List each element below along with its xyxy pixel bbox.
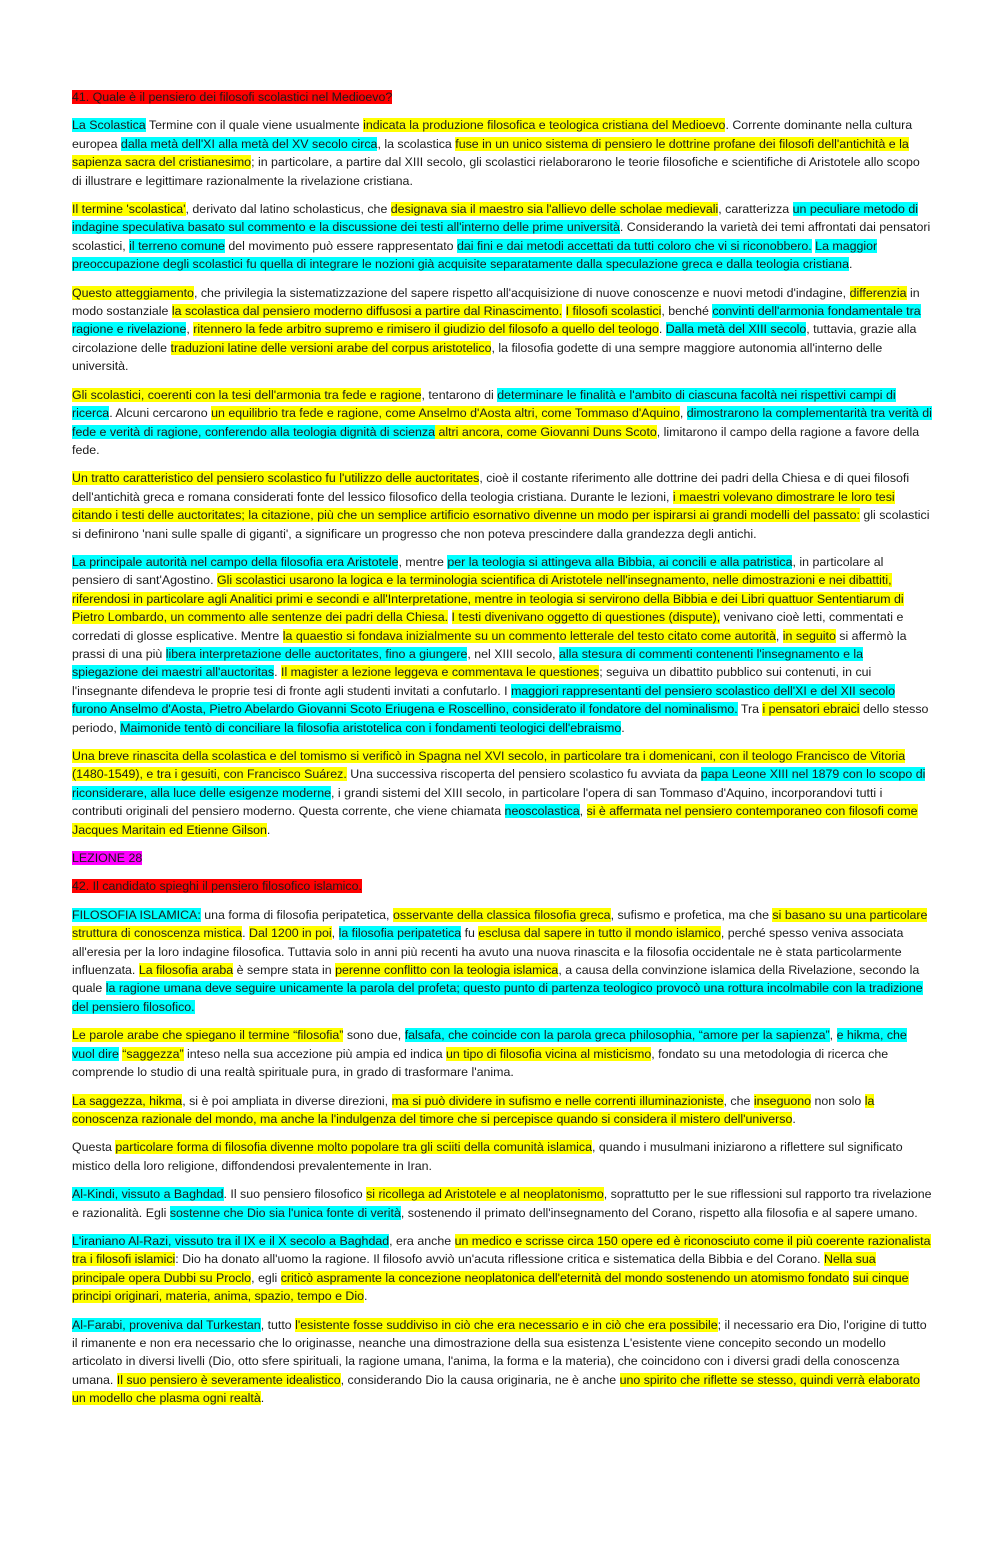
text-run: , fondato su una metodologia di ricerca che comprende lo studio di una realtà spirituale pura, in grado di trasformare l'anima. [72, 1046, 889, 1080]
text-run: , [829, 1028, 837, 1043]
text-run: non solo [811, 1093, 865, 1108]
highlighted-text: determinare le finalità e l'ambito di ciascuna facoltà nei rispettivi campi di ricerca [72, 387, 896, 421]
text-run: del movimento può essere rappresentato [228, 238, 458, 253]
text-run: , cioè il costante riferimento alle dottrine dei padri della Chiesa e di quei filosofi dell'antichità greca e romana considerati fonte del lessico filosofico della teologia cristiana. Durante le lezioni, [72, 471, 910, 504]
paragraph [72, 1138, 932, 1175]
text-run: , era anche [389, 1233, 455, 1248]
highlighted-text: neoscolastica [504, 804, 580, 819]
text-run: , [775, 628, 783, 643]
paragraph [72, 116, 932, 190]
text-run: , benché [661, 304, 713, 319]
highlighted-text: La filosofia araba [138, 963, 234, 978]
highlighted-text: i maestri volevano dimostrare le loro tesi citando i testi delle auctoritates; la citazione, più che un semplice artificio esornativo divenne un modo per ispirarsi ai grandi modelli del passato: [72, 489, 895, 523]
highlighted-text: il terreno comune [129, 238, 225, 253]
highlighted-text: maggiori rappresentanti del pensiero scolastico dell'XI e del XII secolo furono Anselmo d'Aosta, Pietro Abelardo Giovanni Scoto Eriugena e Roscellino, considerato il fondatore del nominalismo. [72, 683, 895, 717]
highlighted-text: un medico e scrisse circa 150 opere ed è riconosciuto come il più coerente razionalista tra i filosofi islamici [72, 1233, 931, 1267]
highlighted-text: alla stesura di commenti contenenti l'insegnamento e la spiegazione dei maestri all'auctoritas [72, 646, 864, 680]
text-run: Termine con il quale viene usualmente [148, 118, 364, 133]
text-run: , sufismo e profetica, ma che [610, 907, 773, 922]
text-run: . [792, 1111, 796, 1126]
highlighted-text: Le parole arabe che spiegano il termine “filosofia” [72, 1028, 344, 1043]
paragraph [72, 1316, 932, 1408]
highlighted-text: Gli scolastici, coerenti con la tesi dell'armonia tra fede e ragione [72, 387, 422, 402]
paragraph [72, 284, 932, 376]
highlighted-text: papa Leone XIII nel 1879 con lo scopo di riconsiderare, alla luce delle esigenze moderne [72, 767, 926, 800]
highlighted-text: Dalla metà del XIII secolo [665, 322, 807, 337]
paragraph [72, 1185, 932, 1222]
highlighted-text: Al-Kindi, vissuto a Baghdad [72, 1187, 224, 1202]
highlighted-text: si basano su una particolare struttura di conoscenza mistica [72, 907, 928, 941]
highlighted-text: La saggezza, hikma [72, 1093, 183, 1108]
highlighted-text: dalla metà dell'XI alla metà del XV secolo circa [120, 136, 378, 151]
highlighted-text: indicata la produzione filosofica e teologica cristiana del Medioevo [363, 118, 726, 133]
highlighted-text: Nella sua principale opera Dubbi su Proclo [72, 1252, 876, 1285]
highlighted-text: dai fini e dai metodi accettati da tutti coloro che vi si riconobbero. [457, 238, 812, 253]
highlighted-text: la scolastica dal pensiero moderno diffusosi a partire dal Rinascimento. [171, 304, 563, 319]
highlighted-text: sui cinque principi originari, materia, anima, spazio, tempo e Dio [72, 1270, 909, 1304]
text-run: , caratterizza [718, 202, 793, 217]
text-run: . [848, 257, 853, 272]
question-heading [72, 88, 932, 106]
paragraph [72, 386, 932, 460]
text-run: fu [461, 926, 479, 941]
text-run: , perché spesso veniva associata all'eresia per la loro indagine filosofica. Tuttavia solo in anni più recenti ha avuto una nuova rinascita e la filosofia occidentale ne è stata particolarmente influenzata. [72, 926, 904, 978]
text-run: sono due, [343, 1028, 405, 1043]
text-run: , derivato dal latino scholasticus, che [185, 202, 391, 217]
highlighted-text: libera interpretazione delle auctoritates, fino a giungere [165, 646, 468, 661]
highlighted-text: Dal 1200 in poi [249, 926, 332, 941]
paragraph [72, 553, 932, 737]
text-run: ; il necessario era Dio, l'origine di tutto il rimanente e non era necessario che lo originasse, neanche una dimostrazione della sua esistenza L'esistente viene concepito secondo un modello articolato in diversi livelli (Dio, otto sfere spirituali, la ragione umana, l'anima, la forma e la materia), che coincidono con i diversi gradi della conoscenza umana. [72, 1317, 927, 1387]
highlighted-text: criticò aspramente la concezione neoplatonica dell'eternità del mondo sostenendo un atomismo fondato [280, 1270, 850, 1285]
highlighted-text: differenzia [849, 285, 907, 300]
highlighted-text: un equilibrio tra fede e ragione, come Anselmo d'Aosta altri, come Tommaso d'Aquino [211, 406, 680, 421]
text-run: . [274, 665, 281, 680]
text-run: inteso nella sua accezione più ampia ed indica [183, 1046, 447, 1061]
highlighted-text: la filosofia peripatetica [338, 926, 462, 941]
highlighted-text: inseguono [753, 1093, 812, 1108]
text-run: , limitarono il campo della ragione a favore della fede. [72, 424, 920, 457]
text-run: una forma di filosofia peripatetica, [200, 907, 393, 922]
paragraph [72, 1232, 932, 1306]
text-run: . [260, 1391, 265, 1406]
highlighted-text: convinti dell'armonia fondamentale tra ragione e rivelazione [72, 304, 921, 337]
highlighted-text: ma si può dividere in sufismo e nelle correnti illuminazioniste [391, 1093, 724, 1108]
text-run: , nel XIII secolo, [467, 646, 559, 661]
text-run: , in particolare al pensiero di sant'Agostino. [72, 554, 884, 588]
text-run: venivano cioè letti, commentati e corredati di glosse esplicative. Mentre [72, 610, 904, 643]
text-run: dello stesso periodo, [72, 702, 929, 735]
text-run: , si è poi ampliata in diverse direzioni, [182, 1093, 392, 1108]
highlighted-text: per la teologia si attingeva alla Bibbia, ai concili e alla patristica [447, 554, 793, 569]
text-run: Tra [737, 702, 763, 717]
text-run: , la scolastica [377, 136, 456, 151]
text-run: . [242, 926, 249, 941]
highlighted-text: osservante della classica filosofia greca [392, 907, 611, 922]
highlighted-text: dimostrarono la complementarità tra verità di fede e verità di ragione, conferendo alla teologia dignità di scienza [72, 406, 932, 439]
highlighted-text: la ragione umana deve seguire unicamente la parola del profeta; questo punto di partenza teologico provocò una rottura incolmabile con la tradizione del pensiero filosofico. [72, 981, 923, 1014]
highlighted-text: un peculiare metodo di indagine speculativa basato sul commento e la discussione dei testi all'interno delle prime università [72, 202, 918, 235]
text-run: , [679, 406, 687, 421]
text-run: ; in particolare, a partire dal XIII secolo, gli scolastici rielaborarono le teorie filosofiche e scientifiche di Aristotele allo scopo di illustrare e legittimare razionalmente la rivelazione cristiana. [72, 155, 920, 188]
highlighted-text: in seguito [782, 628, 836, 643]
text-run: gli scolastici si definirono 'nani sulle spalle di giganti', a significare un progresso che non poteva prescindere dalla grandezza degli antichi. [72, 508, 930, 541]
highlighted-text: 42. Il candidato spieghi il pensiero filosofico islamico. [72, 879, 362, 894]
highlighted-text: sostenne che Dio sia l'unica fonte di verità [169, 1205, 401, 1220]
highlighted-text: uno spirito che riflette se stesso, quindi verrà elaborato un modello che plasma ogni realtà [72, 1372, 920, 1406]
text-run [448, 610, 451, 624]
highlighted-text: Al-Farabi, proveniva dal Turkestan [72, 1317, 261, 1332]
text-run: : Dio ha donato all'uomo la ragione. Il filosofo avviò un'acuta riflessione critica e sistematica della Bibbia e del Corano. [175, 1252, 824, 1267]
highlighted-text: LEZIONE 28 [72, 851, 143, 866]
highlighted-text: si ricollega ad Aristotele e al neoplatonismo [366, 1187, 604, 1202]
highlighted-text: La Scolastica [72, 118, 146, 133]
highlighted-text: si è affermata nel pensiero contemporaneo con filosofi come Jacques Maritain ed Etienne Gilson [72, 804, 918, 837]
text-run: in modo sostanziale [72, 285, 920, 319]
text-run: , i grandi sistemi del XIII secolo, in particolare l'opera di san Tommaso d'Aquino, incorporandovi tutti i contributi originali del pensiero moderno. Questa corrente, che viene chiamata [72, 785, 883, 819]
text-run: , mentre [398, 554, 448, 569]
text-run: ; seguiva un dibattito pubblico sui contenuti, in cui l'insegnante difendeva le proprie tesi di fronte agli studenti invitati a confutarlo. I [72, 665, 872, 698]
paragraph [72, 906, 932, 1016]
document-page [72, 88, 932, 1418]
highlighted-text: Maimonide tentò di conciliare la filosofia aristotelica con i fondamenti teologici dell'ebraismo [120, 720, 622, 735]
text-run: , [186, 322, 194, 337]
text-run: , [579, 804, 587, 819]
text-run: , sostenendo il primato dell'insegnamento del Corano, rispetto alla filosofia e al sapere umano. [400, 1205, 918, 1220]
highlighted-text: e hikma, che vuol dire [72, 1028, 907, 1061]
highlighted-text: Il magister a lezione leggeva e commentava le questiones [281, 665, 600, 680]
highlighted-text: Gli scolastici usarono la logica e la terminologia scientifica di Aristotele nell'insegnamento, nelle dimostrazioni e nei dibattiti, riferendosi in particolare agli Analitici primi e secondi e all'Interpretatione, mentre in teologia si servirono della Bibbia e dei Libri quattuor Sententiarum di Pietro Lombardo, un commento alle sentenze dei padri della Chiesa. [72, 573, 904, 625]
highlighted-text: I testi divenivano oggetto di questiones (dispute), [451, 610, 721, 625]
text-run: . [364, 1289, 368, 1304]
text-run: . Corrente dominante nella cultura europea [72, 118, 913, 151]
highlighted-text: I filosofi scolastici [565, 304, 662, 319]
highlighted-text: Una breve rinascita della scolastica e del tomismo si verificò in Spagna nel XVI secolo, in particolare tra i domenicani, con il teologo Francisco de Vitoria (1480-1549), e tra i gesuiti, con Francisco Suárez. [72, 749, 906, 782]
highlighted-text: la quaestio si fondava inizialmente su un commento letterale del testo citato come autorità [282, 628, 776, 643]
highlighted-text: L'iraniano Al-Razi, vissuto tra il IX e il X secolo a Baghdad [72, 1233, 390, 1248]
highlighted-text: Il suo pensiero è severamente idealistico [116, 1372, 341, 1387]
lesson-label [72, 849, 932, 867]
highlighted-text: falsafa, che coincide con la parola greca philosophia, “amore per la sapienza” [404, 1028, 830, 1043]
text-run: , che [723, 1093, 754, 1108]
paragraph [72, 1026, 932, 1081]
text-run: , che privilegia la sistematizzazione del sapere rispetto all'acquisizione di nuove conoscenze e nuovi metodi d'indagine, [193, 285, 850, 300]
text-run: , tuttavia, grazie alla circolazione delle [72, 322, 917, 355]
paragraph [72, 1092, 932, 1129]
text-run: si affermò la prassi di una più [72, 628, 907, 661]
text-run: , considerando Dio la causa originaria, ne è anche [340, 1372, 620, 1387]
text-run: . [621, 720, 625, 735]
highlighted-text: Questo atteggiamento [72, 285, 194, 300]
text-run: , egli [251, 1270, 281, 1285]
highlighted-text: Il termine 'scolastica' [72, 202, 186, 217]
highlighted-text: designava sia il maestro sia l'allievo delle scholae medievali [390, 202, 719, 217]
text-run: , tentarono di [421, 387, 498, 402]
text-run: , tutto [260, 1317, 296, 1332]
paragraph [72, 469, 932, 543]
highlighted-text: “saggezza” [122, 1046, 184, 1061]
highlighted-text: La principale autorità nel campo della filosofia era Aristotele [72, 554, 399, 569]
text-run: . [266, 822, 271, 837]
text-run: , soprattutto per le sue riflessioni sul rapporto tra rivelazione e razionalità. Egli [72, 1187, 932, 1220]
paragraph [72, 200, 932, 274]
highlighted-text: un tipo di filosofia vicina al misticismo [446, 1046, 652, 1061]
highlighted-text: fuse in un unico sistema di pensiero le dottrine profane dei filosofi dell'antichità e la sapienza sacra del cristianesimo [72, 136, 909, 170]
text-run: . Il suo pensiero filosofico [223, 1187, 367, 1202]
text-run: , quando i musulmani iniziarono a riflettere sul significato mistico della loro religione, diffondendosi prevalentemente in Iran. [72, 1140, 903, 1173]
highlighted-text: La maggior preoccupazione degli scolastici fu quella di integrare le nozioni già acquisite separatamente dalla speculazione greca e dalla teologia cristiana [72, 238, 878, 272]
paragraph [72, 747, 932, 839]
question-heading [72, 877, 932, 895]
highlighted-text: altri ancora, come Giovanni Duns Scoto [435, 424, 657, 439]
text-run: , [331, 926, 339, 941]
text-run: Questa [72, 1140, 116, 1155]
highlighted-text: l'esistente fosse suddiviso in ciò che era necessario e in ciò che era possibile [295, 1317, 718, 1332]
text-run: Una successiva riscoperta del pensiero scolastico fu avviata da [346, 767, 701, 782]
highlighted-text: la conoscenza razionale del mondo, ma anche la l'indulgenza del timore che si percepisce quando si considera il mistero dell'universo [72, 1093, 875, 1126]
highlighted-text: FILOSOFIA ISLAMICA: [72, 907, 201, 922]
text-run: , la filosofia godette di una sempre maggiore autonomia all'interno delle università. [72, 340, 883, 374]
highlighted-text: i pensatori ebraici [762, 702, 860, 717]
text-run: . Alcuni cercarono [109, 406, 212, 421]
highlighted-text: ritennero la fede arbitro supremo e rimisero il giudizio del filosofo a quello del teologo [193, 322, 659, 337]
text-run: . [658, 322, 666, 337]
text-run: è sempre stata in [233, 963, 336, 978]
text-run: . Considerando la varietà dei temi affrontati dai pensatori scolastici, [72, 220, 931, 253]
highlighted-text: esclusa dal sapere in tutto il mondo islamico [478, 926, 721, 941]
highlighted-text: 41. Quale è il pensiero dei filosofi scolastici nel Medioevo? [72, 90, 393, 104]
highlighted-text: particolare forma di filosofia divenne molto popolare tra gli sciiti della comunità islamica [115, 1140, 592, 1155]
highlighted-text: Un tratto caratteristico del pensiero scolastico fu l'utilizzo delle auctoritates [72, 471, 480, 486]
highlighted-text: perenne conflitto con la teologia islamica [335, 963, 559, 978]
highlighted-text: traduzioni latine delle versioni arabe del corpus aristotelico [170, 340, 492, 355]
text-run: , a causa della convinzione islamica della Rivelazione, secondo la quale [72, 963, 920, 996]
